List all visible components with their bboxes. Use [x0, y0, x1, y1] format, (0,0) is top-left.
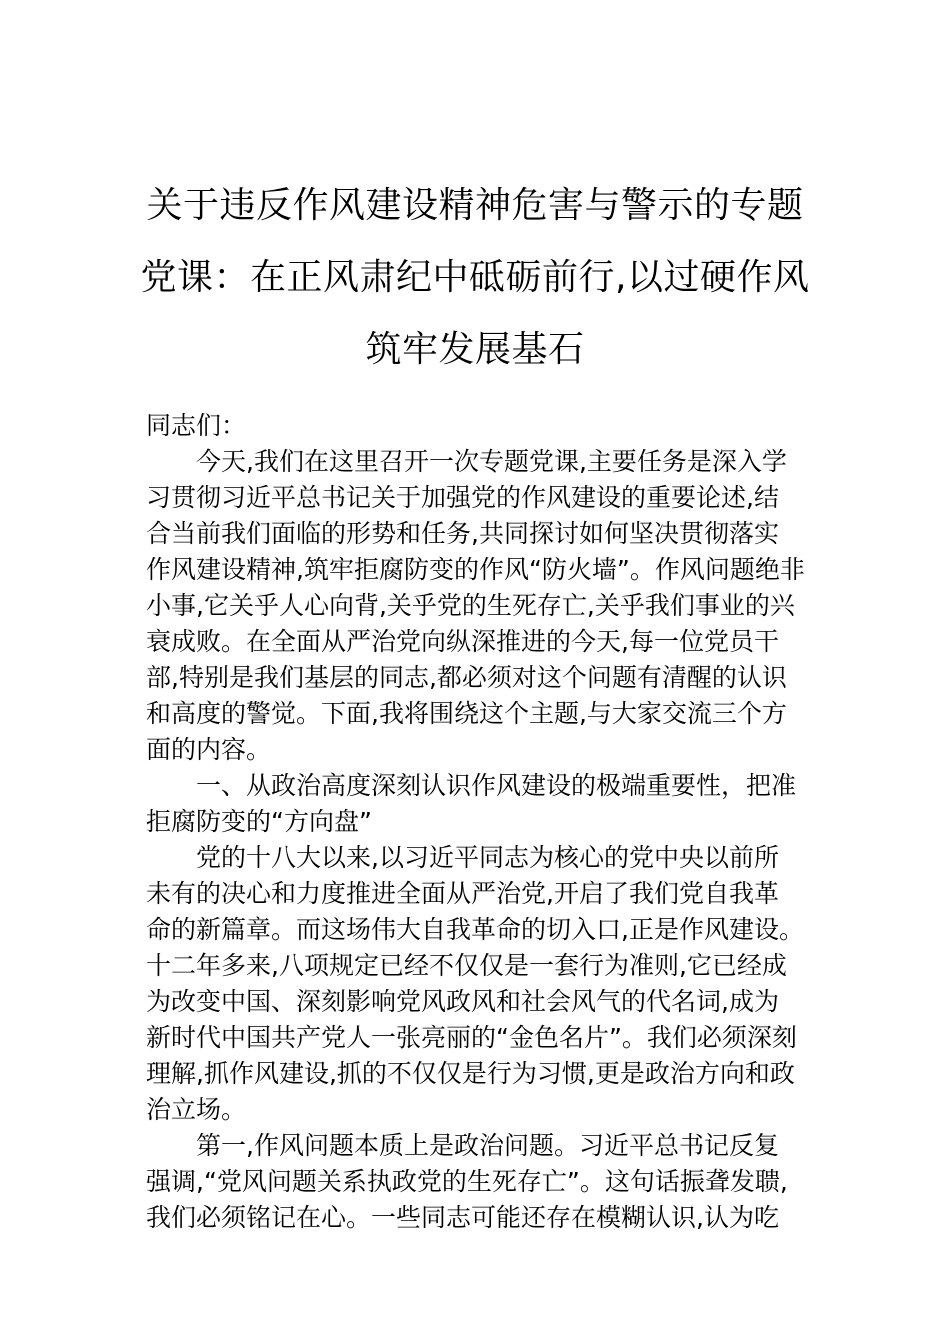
body-line: 命的新篇章。而这场伟大自我革命的切入口,正是作风建设。 — [146, 915, 804, 944]
body-line: 为改变中国、深刻影响党风政风和社会风气的代名词,成为 — [146, 987, 779, 1016]
title-line: 关于违反作风建设精神危害与警示的专题 — [146, 185, 804, 226]
body-line: 部,特别是我们基层的同志,都必须对这个问题有清醒的认识 — [146, 663, 787, 692]
body-line: 合当前我们面临的形势和任务,共同探讨如何坚决贯彻落实 — [146, 519, 779, 548]
title-line: 党课：在正风肃纪中砥砺前行,以过硬作风 — [140, 257, 810, 298]
body-line: 今天,我们在这里召开一次专题党课,主要任务是深入学 — [196, 447, 787, 476]
body-line: 第一,作风问题本质上是政治问题。习近平总书记反复 — [196, 1131, 779, 1160]
body-line: 理解,抓作风建设,抓的不仅仅是行为习惯,更是政治方向和政 — [146, 1059, 795, 1088]
body-line: 习贯彻习近平总书记关于加强党的作风建设的重要论述,结 — [146, 483, 779, 512]
document-title — [140, 170, 810, 386]
title-line: 筑牢发展基石 — [365, 329, 585, 370]
body-line: 新时代中国共产党人一张亮丽的“金色名片”。我们必须深刻 — [146, 1023, 797, 1052]
body-line: 作风建设精神,筑牢拒腐防变的作风“防火墙”。作风问题绝非 — [146, 555, 805, 584]
body-line: 十二年多来,八项规定已经不仅仅是一套行为准则,它已经成 — [146, 951, 787, 980]
document-body — [146, 408, 808, 1236]
body-line: 未有的决心和力度推进全面从严治党,开启了我们党自我革 — [146, 879, 779, 908]
body-line: 我们必须铭记在心。一些同志可能还存在模糊认识,认为吃 — [146, 1203, 779, 1232]
body-line: 小事,它关乎人心向背,关乎党的生死存亡,关乎我们事业的兴 — [146, 591, 795, 620]
body-line: 党的十八大以来,以习近平同志为核心的党中央以前所 — [196, 843, 779, 872]
body-line: 面的内容。 — [146, 735, 272, 764]
body-line: 一、从政治高度深刻认识作风建设的极端重要性，把准 — [196, 771, 797, 800]
body-line: 同志们： — [146, 411, 247, 440]
body-line: 强调,“党风问题关系执政党的生死存亡”。这句话振聋发聩, — [146, 1167, 788, 1196]
body-line: 拒腐防变的“方向盘” — [146, 807, 372, 836]
body-line: 衰成败。在全面从严治党向纵深推进的今天,每一位党员干 — [146, 627, 779, 656]
body-line: 治立场。 — [146, 1095, 247, 1124]
body-line: 和高度的警觉。下面,我将围绕这个主题,与大家交流三个方 — [146, 699, 787, 728]
